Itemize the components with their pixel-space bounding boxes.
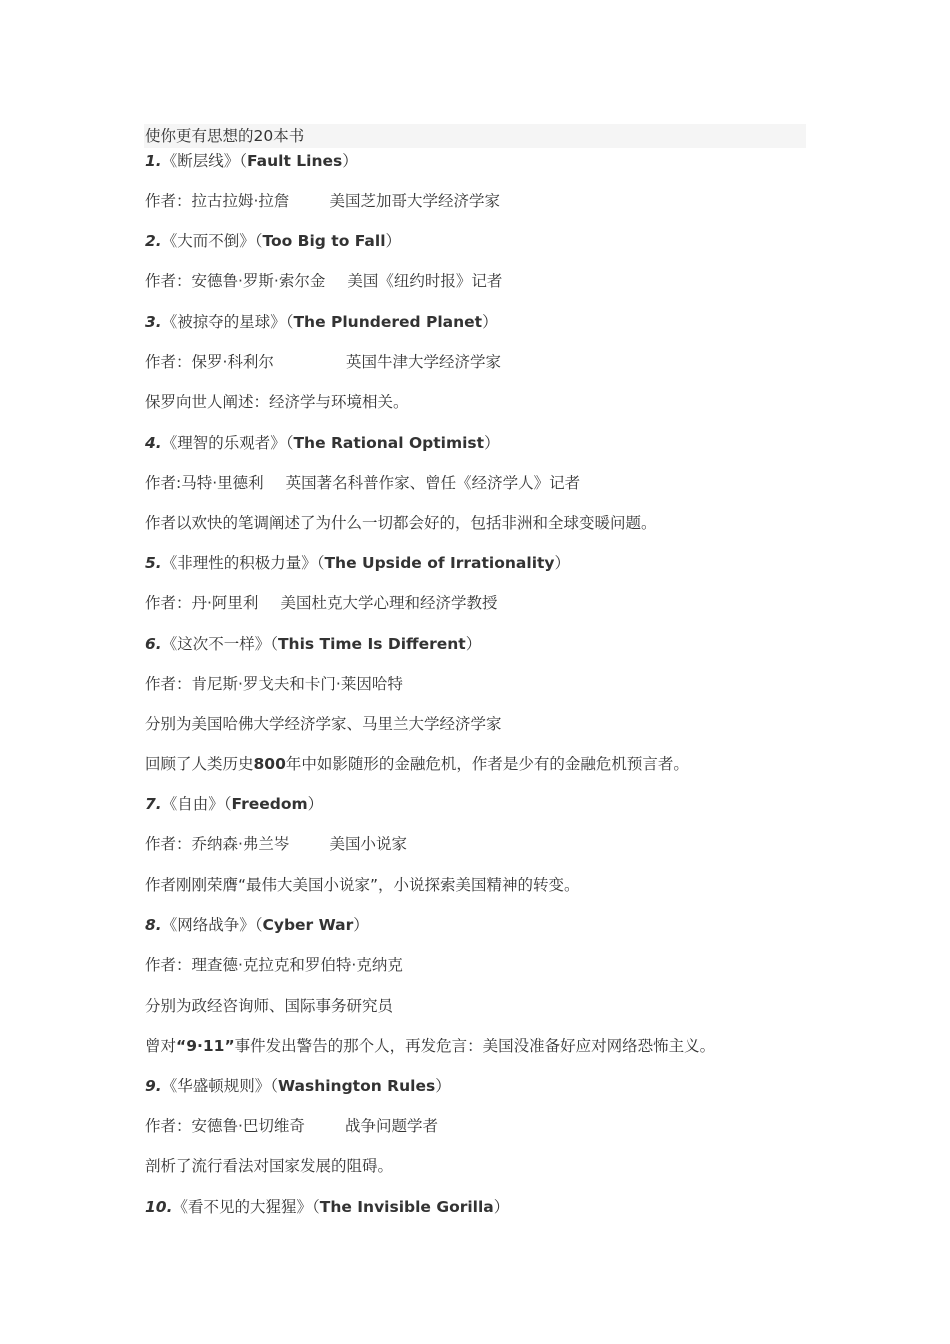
book-number: 4.: [145, 434, 162, 452]
author-name: 作者：肯尼斯·罗戈夫和卡门·莱因哈特: [145, 675, 403, 693]
book-author-4: [145, 471, 580, 495]
author-role: 英国著名科普作家、曾任《经济学人》记者: [285, 474, 581, 492]
book-note: 分别为政经咨询师、国际事务研究员: [145, 997, 394, 1015]
page-title: [145, 124, 304, 148]
book-heading-10: 10.《看不见的大猩猩》（The Invisible Gorilla）: [145, 1198, 510, 1216]
book-cn-title: 《这次不一样》: [161, 635, 271, 653]
book-note-6a: [145, 712, 502, 736]
book-note-8b: [145, 1034, 715, 1058]
book-cn-title: 《理智的乐观者》: [161, 434, 286, 452]
book-en-title: Freedom: [231, 795, 308, 813]
book-author-8: [145, 953, 403, 977]
author-name: 作者：乔纳森·弗兰岑: [145, 835, 290, 853]
book-cn-title: 《断层线》: [161, 152, 240, 170]
book-note: 事件发出警告的那个人，再发危言：美国没准备好应对网络恐怖主义。: [234, 1037, 716, 1055]
book-number: 10.: [145, 1198, 173, 1216]
book-note: 作者以欢快的笔调阐述了为什么一切都会好的，包括非洲和全球变暖问题。: [145, 514, 657, 532]
book-author-3: [145, 350, 501, 374]
book-heading-6: 6.《这次不一样》（This Time Is Different）: [145, 635, 482, 653]
book-note: 年中如影随形的金融危机，作者是少有的金融危机预言者。: [285, 755, 689, 773]
book-cn-title: 《网络战争》: [161, 916, 255, 934]
book-en-title: The Upside of Irrationality: [324, 554, 555, 572]
book-cn-title: 《华盛顿规则》: [161, 1077, 271, 1095]
book-note-9: [145, 1154, 393, 1178]
author-name: 作者：安德鲁·巴切维奇: [145, 1117, 305, 1135]
book-en-title: The Plundered Planet: [293, 313, 483, 331]
book-author-2: [145, 269, 502, 293]
book-cn-title: 《被掠夺的星球》: [161, 313, 286, 331]
book-cn-title: 《大而不倒》: [161, 232, 255, 250]
author-name: 作者：丹·阿里利: [145, 594, 259, 612]
book-heading-2: 2.《大而不倒》（Too Big to Fall）: [145, 232, 402, 250]
book-heading-5: 5.《非理性的积极力量》（The Upside of Irrationality）: [145, 554, 571, 572]
book-note-7: [145, 873, 580, 897]
book-number: 5.: [145, 554, 162, 572]
book-number: 8.: [145, 916, 162, 934]
book-heading-7: 7.《自由》（Freedom）: [145, 795, 324, 813]
book-author-5: [145, 591, 497, 615]
book-note: 保罗向世人阐述：经济学与环境相关。: [145, 393, 409, 411]
author-name: 作者:马特·里德利: [145, 474, 264, 492]
book-note-3: [145, 390, 409, 414]
book-heading-4: 4.《理智的乐观者》（The Rational Optimist）: [145, 434, 500, 452]
book-author-9: [145, 1114, 438, 1138]
book-author-6: [145, 672, 403, 696]
book-heading-8: 8.《网络战争》（Cyber War）: [145, 916, 369, 934]
note-number: “9·11”: [176, 1037, 235, 1055]
book-cn-title: 《非理性的积极力量》: [161, 554, 317, 572]
book-heading-1: 1.《断层线》（Fault Lines）: [145, 152, 358, 170]
book-note: 剖析了流行看法对国家发展的阻碍。: [145, 1157, 394, 1175]
book-number: 9.: [145, 1077, 162, 1095]
note-number: 800: [253, 755, 286, 773]
book-en-title: This Time Is Different: [277, 635, 466, 653]
book-en-title: The Rational Optimist: [293, 434, 485, 452]
book-note-6b: [145, 752, 689, 776]
book-author-1: [145, 189, 500, 213]
book-cn-title: 《自由》: [161, 795, 224, 813]
book-note: 回顾了人类历史: [145, 755, 254, 773]
book-note: 分别为美国哈佛大学经济学家、马里兰大学经济学家: [145, 715, 502, 733]
book-number: 7.: [145, 795, 162, 813]
book-en-title: The Invisible Gorilla: [319, 1198, 494, 1216]
author-name: 作者：保罗·科利尔: [145, 353, 274, 371]
book-number: 2.: [145, 232, 162, 250]
book-heading-3: 3.《被掠夺的星球》（The Plundered Planet）: [145, 313, 498, 331]
book-number: 3.: [145, 313, 162, 331]
author-role: 美国小说家: [329, 835, 407, 853]
book-number: 6.: [145, 635, 162, 653]
book-en-title: Cyber War: [262, 916, 354, 934]
author-role: 美国杜克大学心理和经济学教授: [280, 594, 498, 612]
book-note: 曾对: [145, 1037, 177, 1055]
author-role: 美国《纽约时报》记者: [347, 272, 503, 290]
book-en-title: Too Big to Fall: [262, 232, 386, 250]
book-note-4: [145, 511, 657, 535]
book-cn-title: 《看不见的大猩猩》: [172, 1198, 312, 1216]
book-heading-9: 9.《华盛顿规则》（Washington Rules）: [145, 1077, 451, 1095]
book-note: 作者刚刚荣膺“最伟大美国小说家”，小说探索美国精神的转变。: [145, 876, 580, 894]
author-name: 作者：安德鲁·罗斯·索尔金: [145, 272, 326, 290]
book-en-title: Fault Lines: [246, 152, 343, 170]
author-role: 美国芝加哥大学经济学家: [329, 192, 500, 210]
author-name: 作者：拉古拉姆·拉詹: [145, 192, 290, 210]
book-en-title: Washington Rules: [277, 1077, 436, 1095]
book-note-8a: [145, 994, 393, 1018]
book-author-7: [145, 832, 407, 856]
author-name: 作者：理查德·克拉克和罗伯特·克纳克: [145, 956, 403, 974]
book-number: 1.: [145, 152, 162, 170]
title-text: 使你更有思想的20本书: [145, 127, 305, 145]
author-role: 战争问题学者: [344, 1117, 438, 1135]
author-role: 英国牛津大学经济学家: [345, 353, 501, 371]
